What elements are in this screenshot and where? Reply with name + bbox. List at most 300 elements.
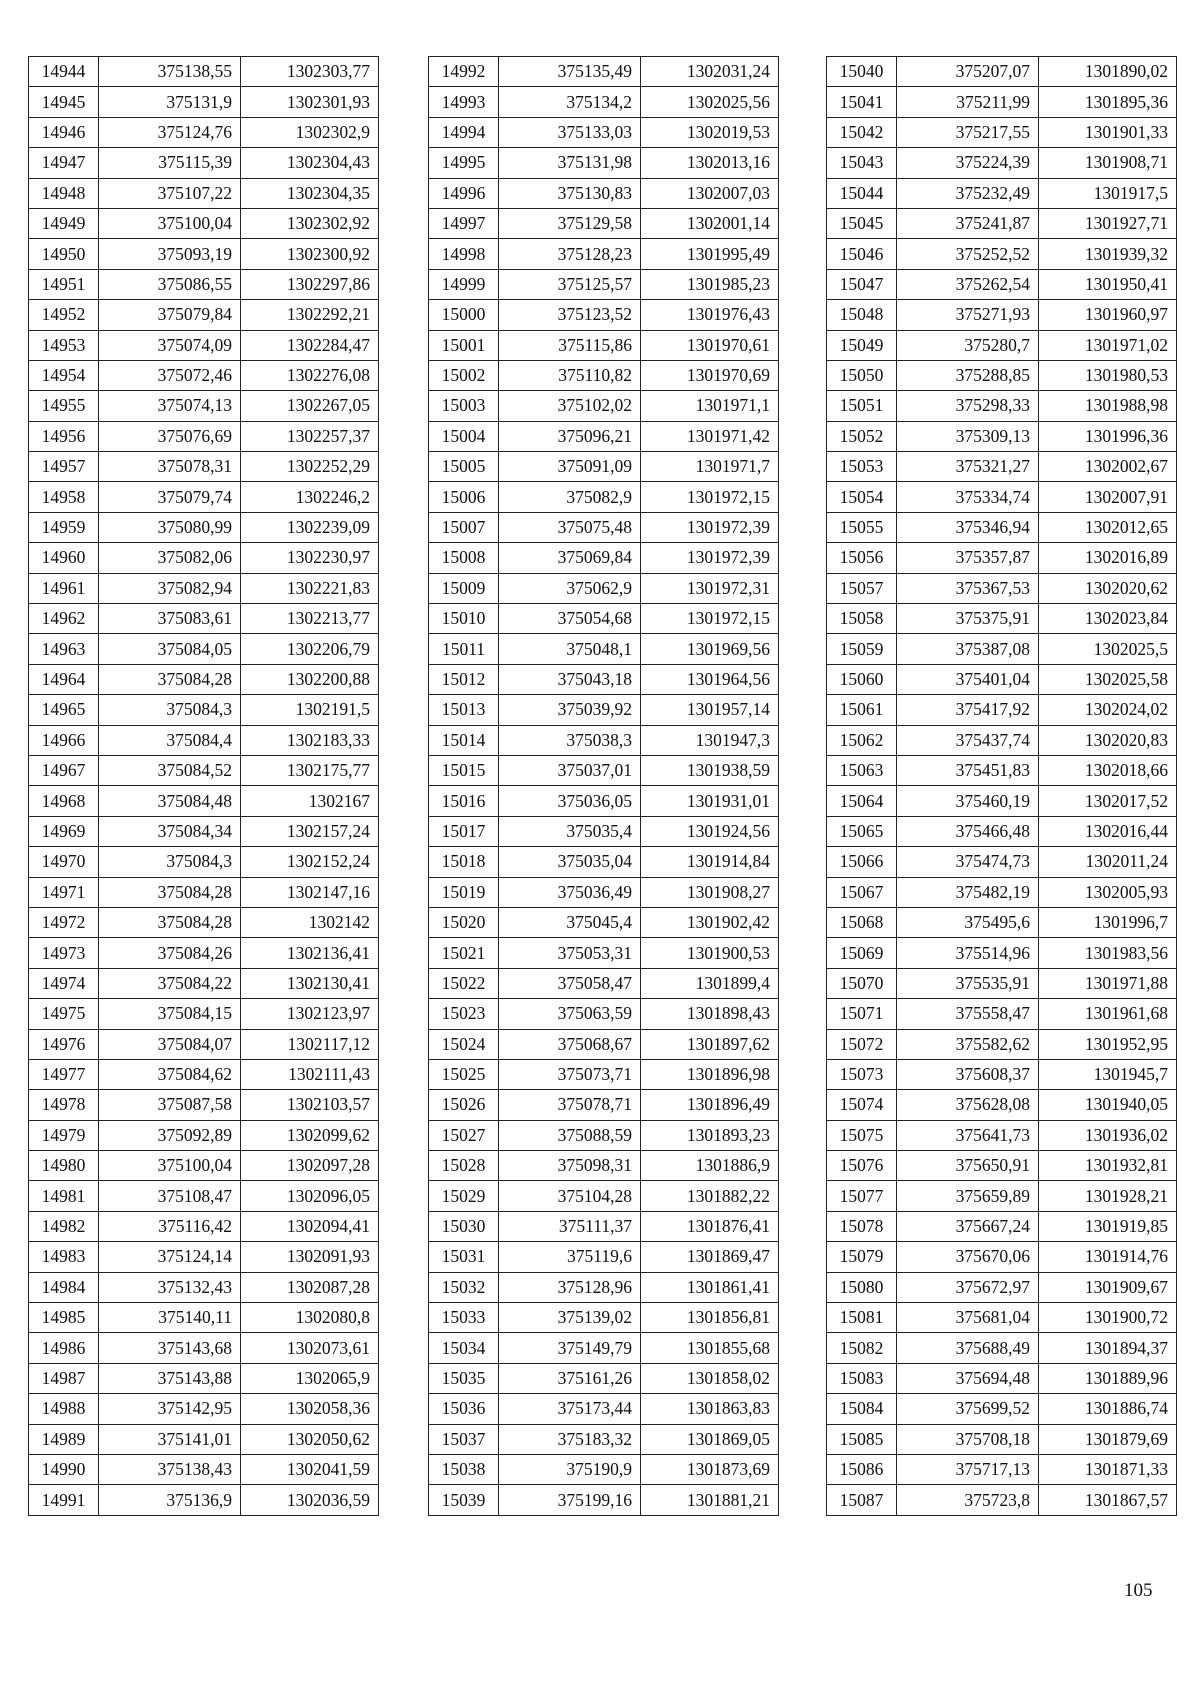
table-row (29, 1120, 379, 1150)
y-coordinate-cell: 1302058,36 (241, 1394, 379, 1424)
table-row (429, 391, 779, 421)
x-coordinate-cell: 375482,19 (897, 877, 1039, 907)
point-number-cell: 14964 (29, 664, 99, 694)
x-coordinate-cell: 375080,99 (99, 512, 241, 542)
point-number-cell: 14965 (29, 695, 99, 725)
x-coordinate-cell: 375667,24 (897, 1211, 1039, 1241)
point-number-cell: 14967 (29, 755, 99, 785)
table-row (827, 1333, 1177, 1363)
table-row (827, 1211, 1177, 1241)
x-coordinate-cell: 375135,49 (499, 57, 641, 87)
y-coordinate-cell: 1301871,33 (1039, 1454, 1177, 1484)
table-row (827, 968, 1177, 998)
y-coordinate-cell: 1302005,93 (1039, 877, 1177, 907)
table-row (827, 938, 1177, 968)
point-number-cell: 15071 (827, 999, 897, 1029)
y-coordinate-cell: 1302025,5 (1039, 634, 1177, 664)
y-coordinate-cell: 1302302,92 (241, 208, 379, 238)
y-coordinate-cell: 1301886,9 (641, 1151, 779, 1181)
point-number-cell: 15015 (429, 755, 499, 785)
point-number-cell: 14944 (29, 57, 99, 87)
point-number-cell: 15026 (429, 1090, 499, 1120)
y-coordinate-cell: 1301971,02 (1039, 330, 1177, 360)
table-row (29, 543, 379, 573)
point-number-cell: 15017 (429, 816, 499, 846)
table-row (429, 239, 779, 269)
table-row (29, 816, 379, 846)
table-row (429, 1394, 779, 1424)
x-coordinate-cell: 375058,47 (499, 968, 641, 998)
y-coordinate-cell: 1301947,3 (641, 725, 779, 755)
y-coordinate-cell: 1302036,59 (241, 1485, 379, 1515)
x-coordinate-cell: 375075,48 (499, 512, 641, 542)
point-number-cell: 15018 (429, 847, 499, 877)
y-coordinate-cell: 1301971,42 (641, 421, 779, 451)
y-coordinate-cell: 1301972,15 (641, 482, 779, 512)
y-coordinate-cell: 1302031,24 (641, 57, 779, 87)
x-coordinate-cell: 375045,4 (499, 907, 641, 937)
table-row (29, 1151, 379, 1181)
x-coordinate-cell: 375190,9 (499, 1454, 641, 1484)
y-coordinate-cell: 1302267,05 (241, 391, 379, 421)
point-number-cell: 15053 (827, 452, 897, 482)
table-row (29, 664, 379, 694)
table-row (29, 330, 379, 360)
point-number-cell: 15063 (827, 755, 897, 785)
x-coordinate-cell: 375280,7 (897, 330, 1039, 360)
point-number-cell: 15013 (429, 695, 499, 725)
table-row (29, 360, 379, 390)
y-coordinate-cell: 1302230,97 (241, 543, 379, 573)
table-row (29, 1333, 379, 1363)
point-number-cell: 14962 (29, 604, 99, 634)
y-coordinate-cell: 1302123,97 (241, 999, 379, 1029)
point-number-cell: 14970 (29, 847, 99, 877)
point-number-cell: 15056 (827, 543, 897, 573)
point-number-cell: 15020 (429, 907, 499, 937)
y-coordinate-cell: 1302012,65 (1039, 512, 1177, 542)
point-number-cell: 15065 (827, 816, 897, 846)
table-row (429, 847, 779, 877)
point-number-cell: 14963 (29, 634, 99, 664)
y-coordinate-cell: 1302096,05 (241, 1181, 379, 1211)
x-coordinate-cell: 375084,22 (99, 968, 241, 998)
x-coordinate-cell: 375082,06 (99, 543, 241, 573)
x-coordinate-cell: 375224,39 (897, 148, 1039, 178)
table-row (29, 148, 379, 178)
table-row (429, 208, 779, 238)
point-number-cell: 15076 (827, 1151, 897, 1181)
x-coordinate-cell: 375078,31 (99, 452, 241, 482)
point-number-cell: 15032 (429, 1272, 499, 1302)
table-row (29, 847, 379, 877)
point-number-cell: 15019 (429, 877, 499, 907)
y-coordinate-cell: 1302025,56 (641, 87, 779, 117)
x-coordinate-cell: 375128,96 (499, 1272, 641, 1302)
x-coordinate-cell: 375367,53 (897, 573, 1039, 603)
table-row (29, 695, 379, 725)
x-coordinate-cell: 375132,43 (99, 1272, 241, 1302)
table-row (827, 725, 1177, 755)
point-number-cell: 15001 (429, 330, 499, 360)
x-coordinate-cell: 375262,54 (897, 269, 1039, 299)
table-row (827, 1151, 1177, 1181)
y-coordinate-cell: 1301856,81 (641, 1303, 779, 1333)
point-number-cell: 14972 (29, 907, 99, 937)
y-coordinate-cell: 1302300,92 (241, 239, 379, 269)
point-number-cell: 14954 (29, 360, 99, 390)
x-coordinate-cell: 375466,48 (897, 816, 1039, 846)
x-coordinate-cell: 375142,95 (99, 1394, 241, 1424)
coordinate-table-left (28, 56, 379, 1516)
y-coordinate-cell: 1301881,21 (641, 1485, 779, 1515)
x-coordinate-cell: 375650,91 (897, 1151, 1039, 1181)
x-coordinate-cell: 375100,04 (99, 1151, 241, 1181)
y-coordinate-cell: 1302099,62 (241, 1120, 379, 1150)
y-coordinate-cell: 1302020,83 (1039, 725, 1177, 755)
y-coordinate-cell: 1301896,98 (641, 1059, 779, 1089)
y-coordinate-cell: 1302065,9 (241, 1363, 379, 1393)
x-coordinate-cell: 375084,28 (99, 877, 241, 907)
y-coordinate-cell: 1302147,16 (241, 877, 379, 907)
table-row (429, 938, 779, 968)
point-number-cell: 14975 (29, 999, 99, 1029)
x-coordinate-cell: 375084,4 (99, 725, 241, 755)
x-coordinate-cell: 375038,3 (499, 725, 641, 755)
point-number-cell: 14983 (29, 1242, 99, 1272)
point-number-cell: 14956 (29, 421, 99, 451)
table-row (429, 57, 779, 87)
y-coordinate-cell: 1301950,41 (1039, 269, 1177, 299)
point-number-cell: 15054 (827, 482, 897, 512)
point-number-cell: 14980 (29, 1151, 99, 1181)
x-coordinate-cell: 375723,8 (897, 1485, 1039, 1515)
y-coordinate-cell: 1301893,23 (641, 1120, 779, 1150)
point-number-cell: 14974 (29, 968, 99, 998)
x-coordinate-cell: 375079,84 (99, 300, 241, 330)
x-coordinate-cell: 375084,26 (99, 938, 241, 968)
table-row (429, 87, 779, 117)
table-row (827, 1029, 1177, 1059)
point-number-cell: 15062 (827, 725, 897, 755)
table-row (827, 847, 1177, 877)
y-coordinate-cell: 1302246,2 (241, 482, 379, 512)
y-coordinate-cell: 1302007,03 (641, 178, 779, 208)
point-number-cell: 14998 (429, 239, 499, 269)
x-coordinate-cell: 375074,13 (99, 391, 241, 421)
point-number-cell: 15043 (827, 148, 897, 178)
point-number-cell: 15008 (429, 543, 499, 573)
table-row (29, 907, 379, 937)
y-coordinate-cell: 1302302,9 (241, 117, 379, 147)
table-row (29, 1303, 379, 1333)
table-row (429, 1303, 779, 1333)
point-number-cell: 15034 (429, 1333, 499, 1363)
y-coordinate-cell: 1301879,69 (1039, 1424, 1177, 1454)
point-number-cell: 15033 (429, 1303, 499, 1333)
table-row (29, 1394, 379, 1424)
point-number-cell: 15038 (429, 1454, 499, 1484)
point-number-cell: 15012 (429, 664, 499, 694)
x-coordinate-cell: 375131,9 (99, 87, 241, 117)
table-row (827, 208, 1177, 238)
x-coordinate-cell: 375161,26 (499, 1363, 641, 1393)
point-number-cell: 15087 (827, 1485, 897, 1515)
x-coordinate-cell: 375437,74 (897, 725, 1039, 755)
y-coordinate-cell: 1302167 (241, 786, 379, 816)
point-number-cell: 14945 (29, 87, 99, 117)
table-row (827, 360, 1177, 390)
x-coordinate-cell: 375035,04 (499, 847, 641, 877)
point-number-cell: 15045 (827, 208, 897, 238)
y-coordinate-cell: 1302050,62 (241, 1424, 379, 1454)
x-coordinate-cell: 375451,83 (897, 755, 1039, 785)
y-coordinate-cell: 1301882,22 (641, 1181, 779, 1211)
x-coordinate-cell: 375288,85 (897, 360, 1039, 390)
point-number-cell: 15074 (827, 1090, 897, 1120)
x-coordinate-cell: 375039,92 (499, 695, 641, 725)
table-row (429, 1454, 779, 1484)
table-row (827, 634, 1177, 664)
table-row (29, 421, 379, 451)
table-row (429, 543, 779, 573)
y-coordinate-cell: 1302001,14 (641, 208, 779, 238)
table-row (29, 604, 379, 634)
y-coordinate-cell: 1302016,44 (1039, 816, 1177, 846)
y-coordinate-cell: 1301900,53 (641, 938, 779, 968)
x-coordinate-cell: 375357,87 (897, 543, 1039, 573)
point-number-cell: 15079 (827, 1242, 897, 1272)
table-row (29, 269, 379, 299)
point-number-cell: 14958 (29, 482, 99, 512)
x-coordinate-cell: 375082,94 (99, 573, 241, 603)
point-number-cell: 14999 (429, 269, 499, 299)
table-row (29, 57, 379, 87)
x-coordinate-cell: 375141,01 (99, 1424, 241, 1454)
table-row (29, 938, 379, 968)
x-coordinate-cell: 375083,61 (99, 604, 241, 634)
table-row (29, 1059, 379, 1089)
x-coordinate-cell: 375694,48 (897, 1363, 1039, 1393)
point-number-cell: 14994 (429, 117, 499, 147)
x-coordinate-cell: 375111,37 (499, 1211, 641, 1241)
table-row (29, 239, 379, 269)
table-row (29, 877, 379, 907)
table-row (429, 907, 779, 937)
y-coordinate-cell: 1301983,56 (1039, 938, 1177, 968)
point-number-cell: 14979 (29, 1120, 99, 1150)
point-number-cell: 15005 (429, 452, 499, 482)
table-row (29, 725, 379, 755)
point-number-cell: 15006 (429, 482, 499, 512)
point-number-cell: 14978 (29, 1090, 99, 1120)
point-number-cell: 15080 (827, 1272, 897, 1302)
table-row (429, 816, 779, 846)
table-row (827, 178, 1177, 208)
x-coordinate-cell: 375084,3 (99, 695, 241, 725)
point-number-cell: 14984 (29, 1272, 99, 1302)
point-number-cell: 15024 (429, 1029, 499, 1059)
table-row (429, 421, 779, 451)
y-coordinate-cell: 1302252,29 (241, 452, 379, 482)
point-number-cell: 14985 (29, 1303, 99, 1333)
x-coordinate-cell: 375514,96 (897, 938, 1039, 968)
y-coordinate-cell: 1301931,01 (641, 786, 779, 816)
x-coordinate-cell: 375115,39 (99, 148, 241, 178)
point-number-cell: 14966 (29, 725, 99, 755)
table-row (429, 1485, 779, 1515)
point-number-cell: 15068 (827, 907, 897, 937)
table-row (827, 482, 1177, 512)
point-number-cell: 14953 (29, 330, 99, 360)
y-coordinate-cell: 1301917,5 (1039, 178, 1177, 208)
table-row (429, 360, 779, 390)
x-coordinate-cell: 375628,08 (897, 1090, 1039, 1120)
point-number-cell: 15011 (429, 634, 499, 664)
y-coordinate-cell: 1301938,59 (641, 755, 779, 785)
point-number-cell: 15067 (827, 877, 897, 907)
x-coordinate-cell: 375073,71 (499, 1059, 641, 1089)
table-row (29, 1181, 379, 1211)
y-coordinate-cell: 1301945,7 (1039, 1059, 1177, 1089)
x-coordinate-cell: 375084,3 (99, 847, 241, 877)
table-row (827, 1272, 1177, 1302)
y-coordinate-cell: 1302007,91 (1039, 482, 1177, 512)
table-row (827, 1363, 1177, 1393)
page-number: 105 (1124, 1580, 1153, 1601)
table-row (827, 543, 1177, 573)
point-number-cell: 15084 (827, 1394, 897, 1424)
point-number-cell: 15073 (827, 1059, 897, 1089)
table-row (29, 1485, 379, 1515)
point-number-cell: 14959 (29, 512, 99, 542)
table-row (29, 968, 379, 998)
y-coordinate-cell: 1302200,88 (241, 664, 379, 694)
table-row (29, 391, 379, 421)
point-number-cell: 14957 (29, 452, 99, 482)
table-row (29, 208, 379, 238)
y-coordinate-cell: 1301957,14 (641, 695, 779, 725)
table-row (429, 178, 779, 208)
table-row (29, 1211, 379, 1241)
x-coordinate-cell: 375072,46 (99, 360, 241, 390)
y-coordinate-cell: 1302023,84 (1039, 604, 1177, 634)
x-coordinate-cell: 375068,67 (499, 1029, 641, 1059)
y-coordinate-cell: 1301936,02 (1039, 1120, 1177, 1150)
table-row (29, 786, 379, 816)
x-coordinate-cell: 375140,11 (99, 1303, 241, 1333)
table-row (429, 695, 779, 725)
y-coordinate-cell: 1302073,61 (241, 1333, 379, 1363)
y-coordinate-cell: 1301896,49 (641, 1090, 779, 1120)
point-number-cell: 14981 (29, 1181, 99, 1211)
x-coordinate-cell: 375207,07 (897, 57, 1039, 87)
x-coordinate-cell: 375681,04 (897, 1303, 1039, 1333)
x-coordinate-cell: 375116,42 (99, 1211, 241, 1241)
point-number-cell: 14969 (29, 816, 99, 846)
point-number-cell: 15003 (429, 391, 499, 421)
x-coordinate-cell: 375699,52 (897, 1394, 1039, 1424)
y-coordinate-cell: 1302103,57 (241, 1090, 379, 1120)
point-number-cell: 14990 (29, 1454, 99, 1484)
x-coordinate-cell: 375084,52 (99, 755, 241, 785)
y-coordinate-cell: 1302097,28 (241, 1151, 379, 1181)
x-coordinate-cell: 375088,59 (499, 1120, 641, 1150)
table-row (827, 604, 1177, 634)
point-number-cell: 15083 (827, 1363, 897, 1393)
y-coordinate-cell: 1301976,43 (641, 300, 779, 330)
point-number-cell: 15028 (429, 1151, 499, 1181)
x-coordinate-cell: 375062,9 (499, 573, 641, 603)
y-coordinate-cell: 1301909,67 (1039, 1272, 1177, 1302)
y-coordinate-cell: 1301988,98 (1039, 391, 1177, 421)
y-coordinate-cell: 1302024,02 (1039, 695, 1177, 725)
table-row (429, 1333, 779, 1363)
table-row (429, 300, 779, 330)
table-row (827, 421, 1177, 451)
y-coordinate-cell: 1302130,41 (241, 968, 379, 998)
table-row (429, 573, 779, 603)
x-coordinate-cell: 375474,73 (897, 847, 1039, 877)
table-row (827, 1303, 1177, 1333)
x-coordinate-cell: 375211,99 (897, 87, 1039, 117)
point-number-cell: 15050 (827, 360, 897, 390)
table-row (827, 573, 1177, 603)
point-number-cell: 15027 (429, 1120, 499, 1150)
x-coordinate-cell: 375558,47 (897, 999, 1039, 1029)
x-coordinate-cell: 375084,15 (99, 999, 241, 1029)
x-coordinate-cell: 375139,02 (499, 1303, 641, 1333)
y-coordinate-cell: 1301908,27 (641, 877, 779, 907)
x-coordinate-cell: 375093,19 (99, 239, 241, 269)
point-number-cell: 14946 (29, 117, 99, 147)
y-coordinate-cell: 1302080,8 (241, 1303, 379, 1333)
y-coordinate-cell: 1301969,56 (641, 634, 779, 664)
y-coordinate-cell: 1301970,61 (641, 330, 779, 360)
point-number-cell: 15042 (827, 117, 897, 147)
y-coordinate-cell: 1301861,41 (641, 1272, 779, 1302)
y-coordinate-cell: 1301970,69 (641, 360, 779, 390)
point-number-cell: 14995 (429, 148, 499, 178)
y-coordinate-cell: 1301985,23 (641, 269, 779, 299)
table-row (827, 1090, 1177, 1120)
x-coordinate-cell: 375110,82 (499, 360, 641, 390)
table-row (29, 634, 379, 664)
y-coordinate-cell: 1301939,32 (1039, 239, 1177, 269)
point-number-cell: 15010 (429, 604, 499, 634)
x-coordinate-cell: 375084,28 (99, 664, 241, 694)
x-coordinate-cell: 375309,13 (897, 421, 1039, 451)
point-number-cell: 15066 (827, 847, 897, 877)
point-number-cell: 15037 (429, 1424, 499, 1454)
table-row (429, 968, 779, 998)
table-row (827, 1059, 1177, 1089)
y-coordinate-cell: 1301972,31 (641, 573, 779, 603)
x-coordinate-cell: 375608,37 (897, 1059, 1039, 1089)
x-coordinate-cell: 375217,55 (897, 117, 1039, 147)
y-coordinate-cell: 1301927,71 (1039, 208, 1177, 238)
point-number-cell: 15048 (827, 300, 897, 330)
y-coordinate-cell: 1301889,96 (1039, 1363, 1177, 1393)
y-coordinate-cell: 1302117,12 (241, 1029, 379, 1059)
table-row (29, 573, 379, 603)
y-coordinate-cell: 1302284,47 (241, 330, 379, 360)
y-coordinate-cell: 1302304,35 (241, 178, 379, 208)
point-number-cell: 15069 (827, 938, 897, 968)
point-number-cell: 15081 (827, 1303, 897, 1333)
point-number-cell: 15047 (827, 269, 897, 299)
point-number-cell: 14971 (29, 877, 99, 907)
